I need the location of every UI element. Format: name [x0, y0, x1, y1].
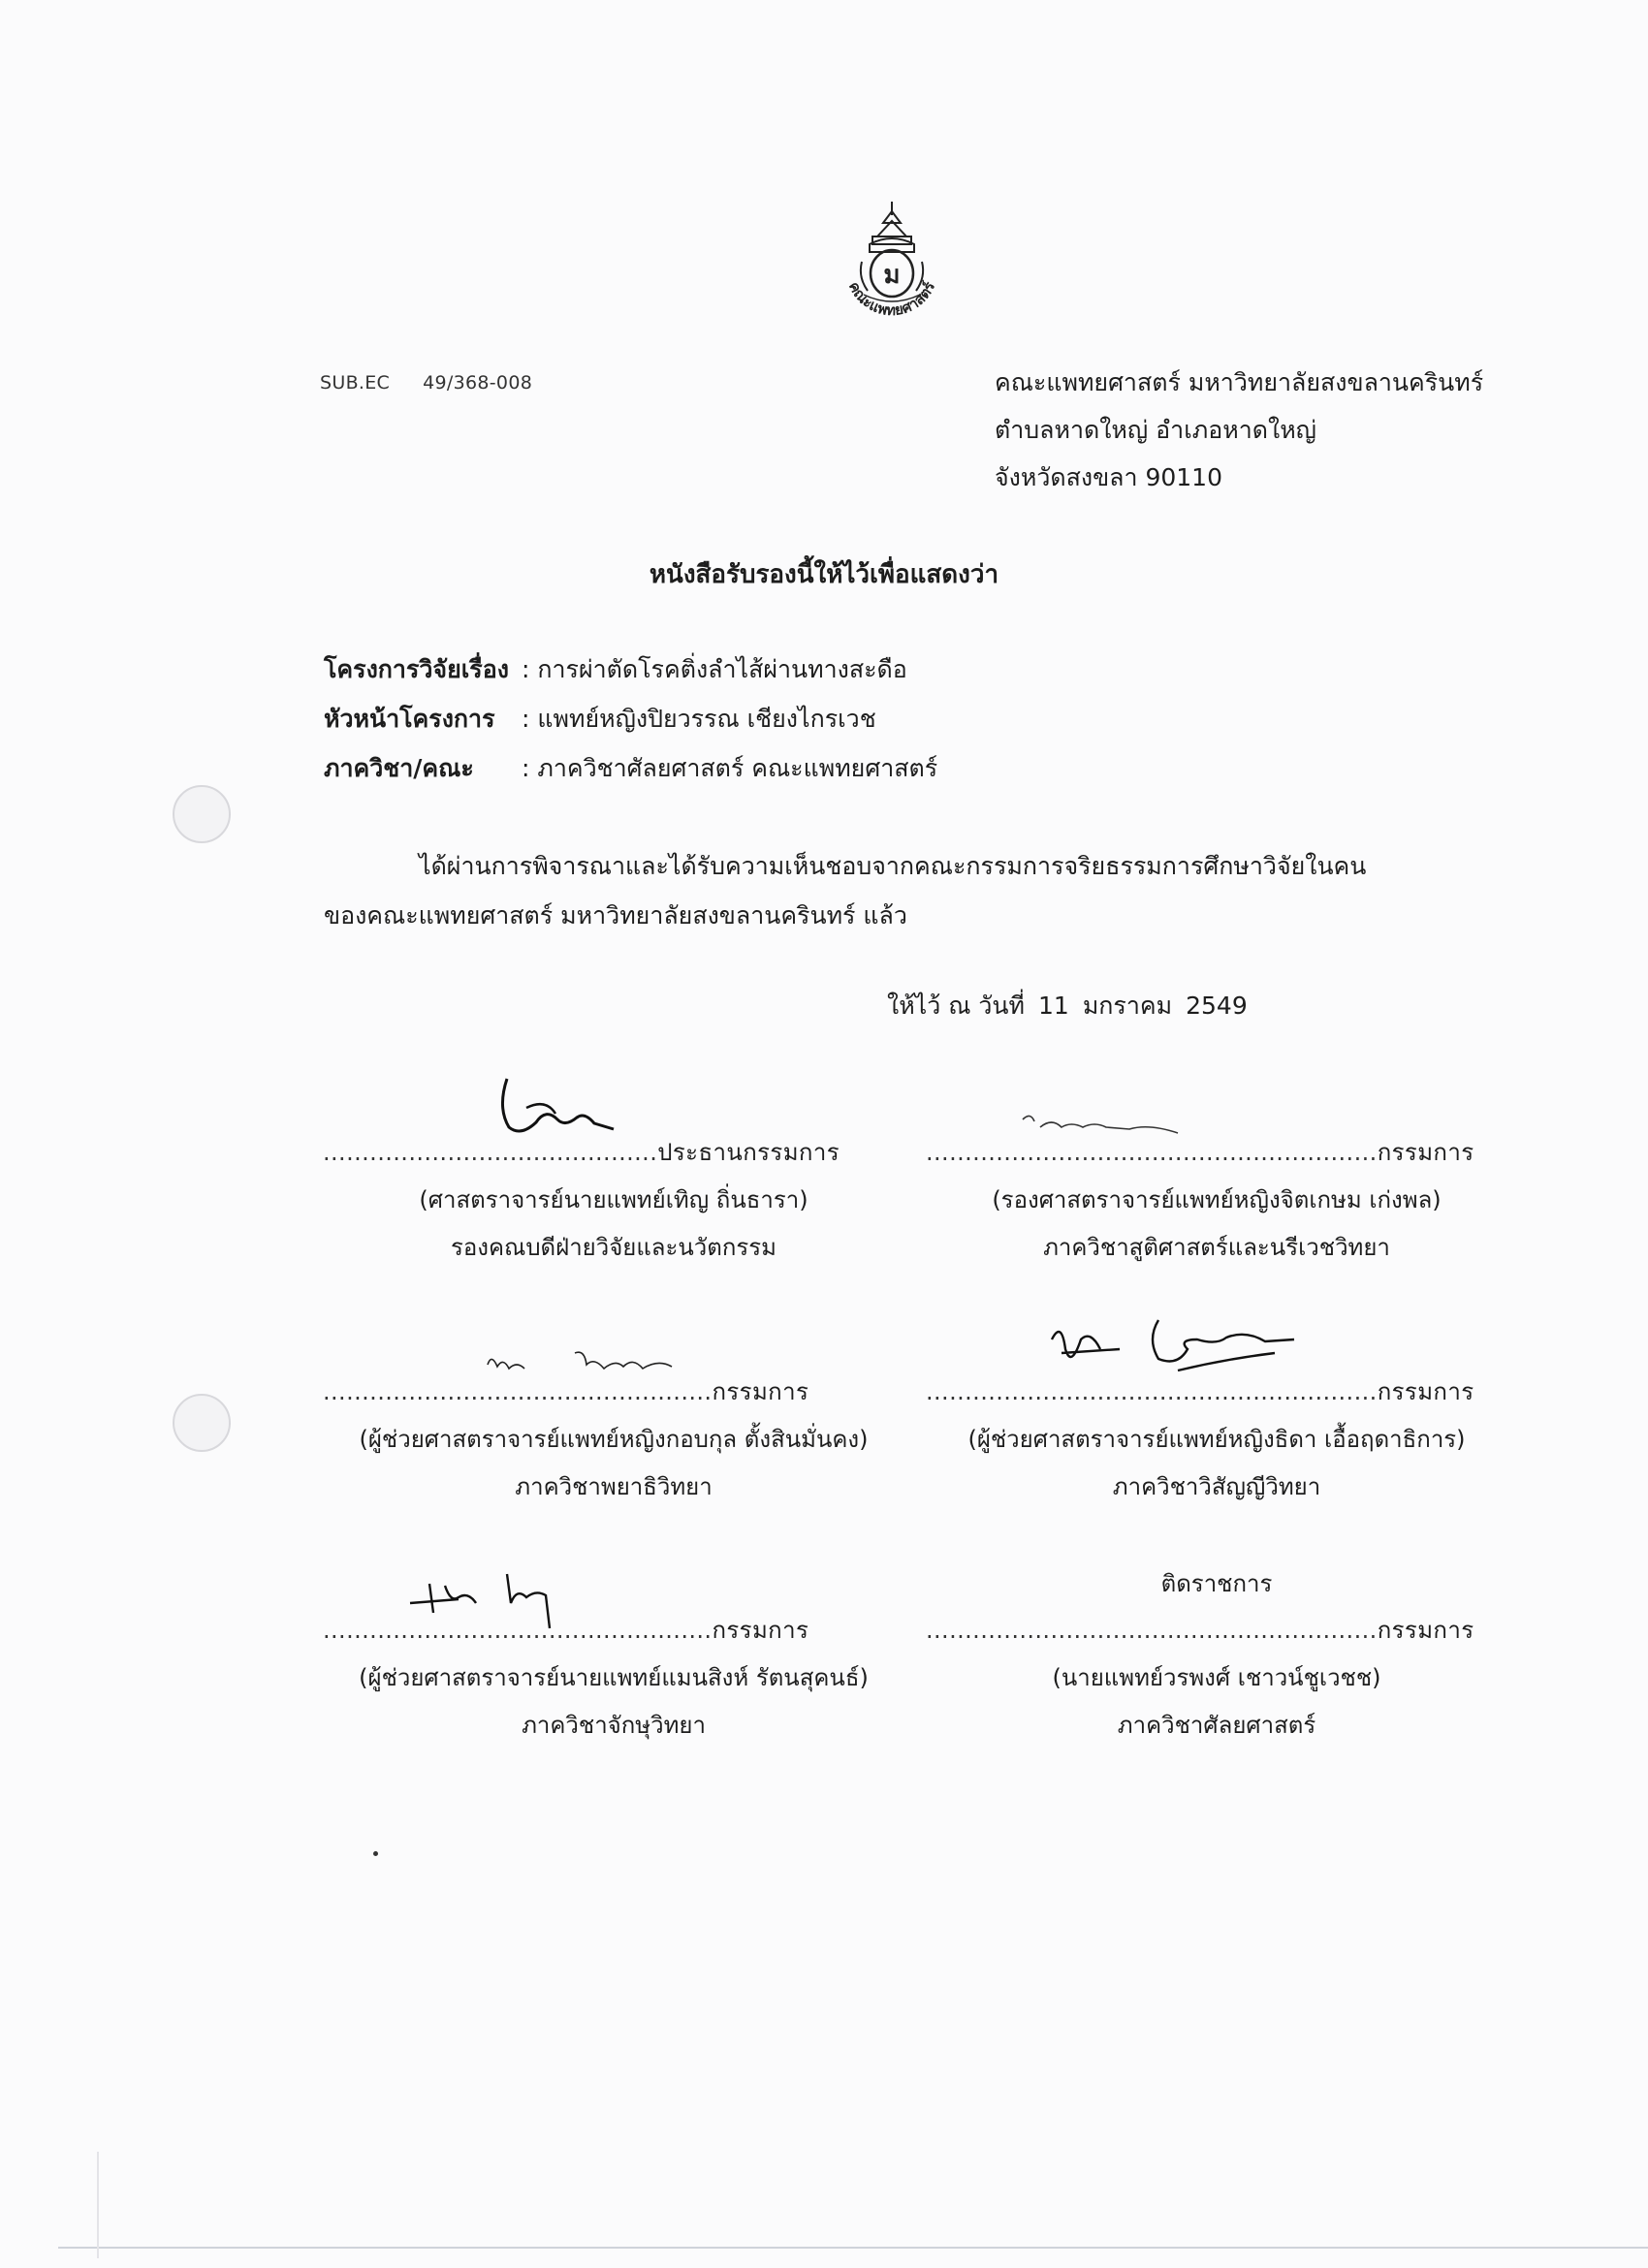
signature-block-member-4 — [323, 1607, 904, 1749]
scan-speck — [373, 1851, 378, 1856]
signatory-role: ประธานกรรมการ — [657, 1139, 840, 1166]
signature-line: ..................................................กรรมการ — [323, 1617, 809, 1644]
signatory-position: รองคณบดีฝ่ายวิจัยและนวัตกรรม — [450, 1234, 777, 1261]
signatory-name: (นายแพทย์วรพงศ์ เชาวน์ชูเวชช) — [1052, 1664, 1381, 1691]
signatory-name: (ศาสตราจารย์นายแพทย์เทิญ ถิ่นธารา) — [419, 1186, 808, 1213]
signature-block-member-5 — [926, 1570, 1507, 1749]
issue-date — [887, 987, 1248, 1025]
project-title-label: โครงการวิจัยเรื่อง — [324, 655, 509, 683]
project-title-value: : การผ่าตัดโรคติ่งลำไส้ผ่านทางสะดือ — [522, 655, 907, 683]
signatory-position: ภาควิชาจักษุวิทยา — [522, 1712, 706, 1739]
signature-line: ..........................................................กรรมการ — [926, 1378, 1474, 1405]
signatory-position: ภาควิชาพยาธิวิทยา — [515, 1473, 713, 1500]
signature-line: ..................................................กรรมการ — [323, 1378, 809, 1405]
certificate-title: หนังสือรับรองนี้ให้ไว้เพื่อแสดงว่า — [649, 560, 999, 589]
project-title-row — [324, 645, 937, 694]
signature-block-member-2 — [323, 1369, 904, 1511]
signature-block-member-1 — [926, 1129, 1507, 1272]
project-info — [324, 645, 937, 793]
scan-edge — [58, 2247, 1648, 2249]
statement-line-1: ได้ผ่านการพิจารณาและได้รับความเห็นชอบจากคณะกรรมการจริยธรรมการศึกษาวิจัยในคน — [419, 852, 1367, 880]
signatory-role: กรรมการ — [712, 1617, 809, 1644]
project-head-label: หัวหน้าโครงการ — [324, 705, 495, 733]
project-dept-label: ภาควิชา/คณะ — [324, 754, 474, 782]
statement-line-2: ของคณะแพทยศาสตร์ มหาวิทยาลัยสงขลานครินทร์ แล้ว — [324, 901, 907, 929]
absence-note: ติดราชการ — [1160, 1570, 1273, 1597]
reference-value: 49/368-008 — [423, 372, 533, 394]
project-dept-row — [324, 743, 937, 793]
signatory-role: กรรมการ — [1377, 1378, 1474, 1405]
signatory-role: กรรมการ — [712, 1378, 809, 1405]
address-line-1: คณะแพทยศาสตร์ มหาวิทยาลัยสงขลานครินทร์ — [995, 368, 1484, 396]
faculty-emblem — [819, 194, 965, 339]
reference-code: SUB.EC — [320, 372, 391, 394]
svg-text:ม: ม — [883, 261, 901, 290]
approval-statement — [324, 841, 1410, 940]
signatory-position: ภาควิชาศัลยศาสตร์ — [1117, 1712, 1316, 1739]
date-prefix: ให้ไว้ ณ วันที่ — [887, 992, 1025, 1020]
signatory-role: กรรมการ — [1377, 1617, 1474, 1644]
signatory-name: (ผู้ช่วยศาสตราจารย์แพทย์หญิงกอบกุล ตั้งสินมั่นคง) — [359, 1426, 869, 1453]
signatory-position: ภาควิชาวิสัญญีวิทยา — [1112, 1473, 1321, 1500]
date-month: มกราคม — [1082, 992, 1173, 1020]
address-line-2: ตำบลหาดใหญ่ อำเภอหาดใหญ่ — [995, 416, 1316, 444]
project-dept-value: : ภาควิชาศัลยศาสตร์ คณะแพทยศาสตร์ — [522, 754, 938, 782]
date-year: 2549 — [1186, 992, 1248, 1020]
project-head-row — [324, 694, 937, 743]
date-day: 11 — [1038, 992, 1069, 1020]
signature-block-member-3 — [926, 1369, 1507, 1511]
signature-line: ...........................................ประธานกรรมการ — [323, 1139, 840, 1166]
project-head-value: : แพทย์หญิงปิยวรรณ เชียงไกรเวช — [522, 705, 876, 733]
signature-line: ..........................................................กรรมการ — [926, 1139, 1474, 1166]
signatory-role: กรรมการ — [1377, 1139, 1474, 1166]
signature-block-chair — [323, 1129, 904, 1272]
punch-hole — [173, 785, 231, 843]
signatory-name: (ผู้ช่วยศาสตราจารย์แพทย์หญิงธิดา เอื้อฤดาธิการ) — [967, 1426, 1466, 1453]
emblem-text: คณะแพทยศาสตร์ — [844, 278, 939, 320]
faculty-address — [995, 359, 1483, 501]
signatory-name: (รองศาสตราจารย์แพทย์หญิงจิตเกษม เก่งพล) — [992, 1186, 1442, 1213]
punch-hole — [173, 1394, 231, 1452]
signatory-name: (ผู้ช่วยศาสตราจารย์นายแพทย์แมนสิงห์ รัตนสุคนธ์) — [359, 1664, 869, 1691]
signature-line: ..........................................................กรรมการ — [926, 1617, 1474, 1644]
signatory-position: ภาควิชาสูติศาสตร์และนรีเวชวิทยา — [1043, 1234, 1390, 1261]
address-line-3: จังหวัดสงขลา 90110 — [995, 463, 1222, 491]
reference-number — [320, 372, 532, 394]
scan-edge — [97, 2152, 99, 2258]
